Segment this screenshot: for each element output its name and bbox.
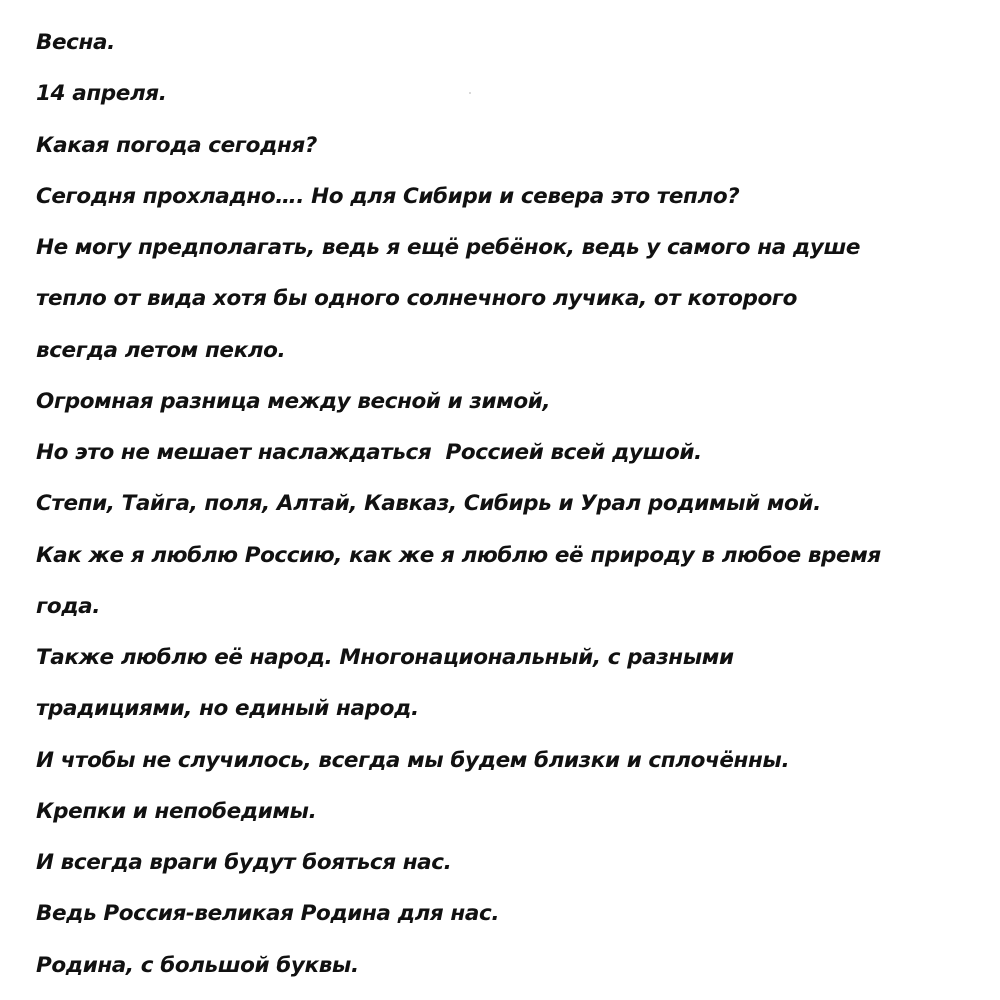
text-line: традициями, но единый народ.	[36, 696, 419, 722]
text-line: Не могу предполагать, ведь я ещё ребёнок, ведь у самого на душе	[36, 235, 861, 260]
text-line: Крепки и непобедимы.	[36, 798, 317, 824]
text-line: И чтобы не случилось, всегда мы будем близки и сплочённы.	[36, 747, 790, 773]
text-line: Степи, Тайга, поля, Алтай, Кавказ, Сибирь и Урал родимый мой.	[36, 491, 821, 517]
text-line: всегда летом пекло.	[36, 337, 286, 363]
text-line: Ведь Россия-великая Родина для нас.	[36, 901, 500, 927]
text-line: Какая погода сегодня?	[36, 132, 317, 158]
text-line-title: Весна.	[36, 30, 115, 55]
text-line-date: 14 апреля.	[36, 81, 167, 107]
text-line: тепло от вида хотя бы одного солнечного лучика, от которого	[36, 286, 798, 312]
text-line: И всегда враги будут бояться нас.	[36, 850, 452, 875]
text-line: года.	[36, 593, 101, 619]
text-line: Сегодня прохладно…. Но для Сибири и севера это тепло?	[36, 183, 740, 209]
text-line: Огромная разница между весной и зимой,	[36, 388, 551, 414]
text-line: Родина, с большой буквы.	[36, 952, 359, 978]
text-line: Как же я люблю Россию, как же я люблю её природу в любое время	[36, 542, 881, 568]
scan-speck	[469, 92, 471, 94]
text-line: Также люблю её народ. Многонациональный, с разными	[36, 645, 734, 670]
text-line: Но это не мешает наслаждаться Россией всей душой.	[36, 440, 702, 465]
